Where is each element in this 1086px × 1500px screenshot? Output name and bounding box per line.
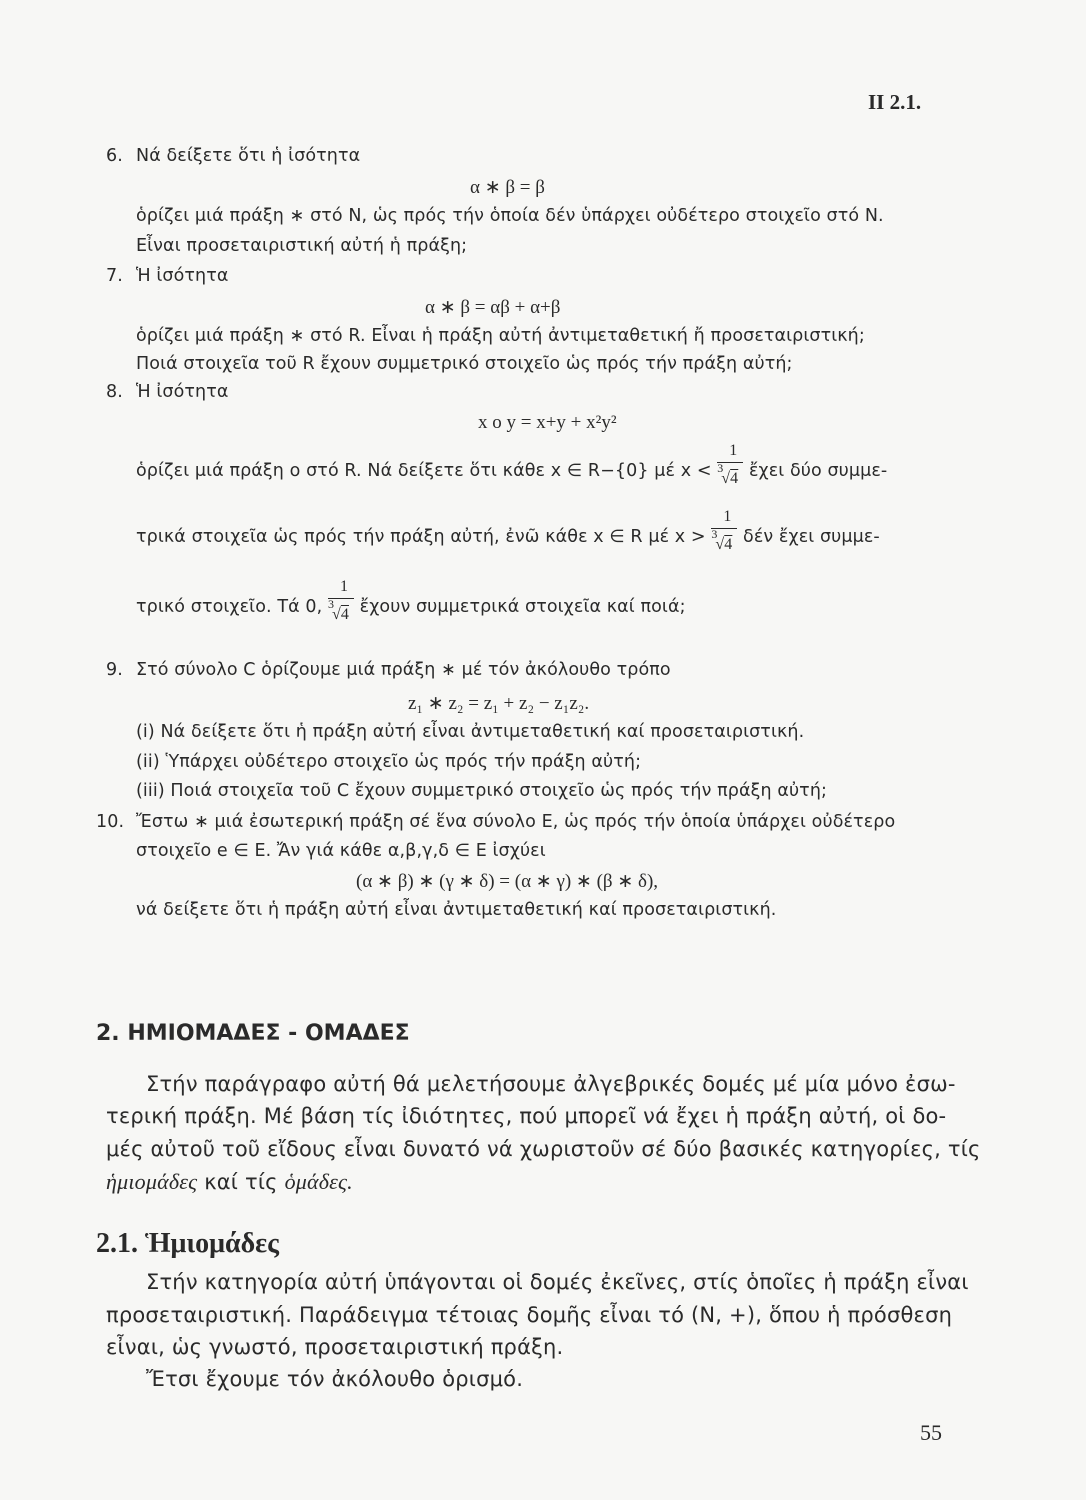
exercise-7-line-3: Ποιά στοιχεῖα τοῦ R ἔχουν συμμετρικό στοιχεῖο ὡς πρός τήν πράξη αὐτή; (136, 354, 793, 374)
fraction-one-over-cube-root-4-c (327, 578, 354, 623)
exercise-9-part-iii: (iii) Ποιά στοιχεῖα τοῦ C ἔχουν συμμετρικό στοιχεῖο ὡς πρός τήν πράξη αὐτή; (136, 781, 828, 801)
section-2-1-paragraph-line-4: Ἔτσι ἔχουμε τόν ἀκόλουθο ὁρισμό. (146, 1367, 524, 1391)
section-2-paragraph-line-4 (106, 1169, 353, 1195)
exercise-8-line-2 (136, 442, 888, 487)
exercise-8-line-3-end: δέν ἔχει συμμε- (743, 527, 880, 547)
exercise-8-number: 8. (106, 382, 123, 402)
fraction-one-over-cube-root-4 (717, 442, 743, 487)
section-2-paragraph-line-2: τερική πράξη. Μέ βάση τίς ἰδιότητες, πού μπορεῖ νά ἔχει ἡ πράξη αὐτή, οἱ δο- (106, 1104, 947, 1128)
exercise-8-line-4 (136, 578, 686, 623)
radicand: 4 (724, 536, 733, 553)
cube-root: √4 (331, 606, 349, 623)
exercise-10-line-1: Ἔστω ∗ μιά ἐσωτερική πράξη σέ ἕνα σύνολο E, ὡς πρός τήν ὁποία ὑπάρχει οὐδέτερο (136, 812, 896, 832)
section-reference: ΙΙ 2.1. (868, 90, 922, 114)
exercise-7-number: 7. (106, 266, 123, 286)
exercise-9-number: 9. (106, 660, 123, 680)
fraction-one-over-cube-root-4-b (711, 508, 737, 553)
exercise-6-formula: α ∗ β = β (470, 177, 545, 198)
exercise-8-line-4-text: τρικό στοιχεῖο. Τά 0, (136, 597, 323, 617)
exercise-8-formula: x o y = x+y + x²y² (478, 412, 617, 433)
exercise-8-line-3 (136, 508, 880, 553)
exercise-8-line-1: Ἡ ἰσότητα (136, 382, 229, 402)
cube-root: √4 (721, 470, 739, 487)
exercise-10-number: 10. (96, 812, 125, 832)
exercise-10-line-2: στοιχεῖο e ∈ E. Ἄν γιά κάθε α,β,γ,δ ∈ E ἰσχύει (136, 841, 546, 861)
root-index: 3 (711, 527, 718, 541)
exercise-9-formula: z₁ ∗ z₂ = z₁ + z₂ − z₁z₂. (408, 693, 590, 714)
exercise-9-part-ii: (ii) Ὑπάρχει οὐδέτερο στοιχεῖο ὡς πρός τήν πράξη αὐτή; (136, 752, 642, 772)
page-number: 55 (920, 1420, 942, 1445)
exercise-6-line-1: Νά δείξετε ὅτι ἡ ἰσότητα (136, 146, 361, 166)
section-2-1-heading: 2.1. Ἡμιομάδες (96, 1228, 279, 1259)
section-2-1-paragraph-line-1: Στήν κατηγορία αὐτή ὑπάγονται οἱ δομές ἐκεῖνες, στίς ὁποῖες ἡ πράξη εἶναι (146, 1270, 969, 1294)
exercise-8-line-3-text: τρικά στοιχεῖα ὡς πρός τήν πράξη αὐτή, ἐνῶ κάθε x ∈ R μέ x > (136, 527, 706, 547)
section-2-paragraph-line-3: μές αὐτοῦ τοῦ εἴδους εἶναι δυνατό νά χωριστοῦν σέ δύο βασικές κατηγορίες, τίς (106, 1137, 981, 1161)
exercise-6-number: 6. (106, 146, 123, 166)
term-groups: ὁμάδες. (284, 1169, 353, 1194)
root-index: 3 (327, 597, 335, 611)
conjunction-text: καί τίς (204, 1170, 278, 1194)
fraction-numerator: 1 (729, 442, 738, 459)
exercise-9-line-1: Στό σύνολο C ὁρίζουμε μιά πράξη ∗ μέ τόν ἀκόλουθο τρόπο (136, 660, 671, 680)
exercise-6-line-3: Εἶναι προσεταιριστική αὐτή ἡ πράξη; (136, 236, 468, 256)
exercise-7-formula: α ∗ β = αβ + α+β (425, 297, 561, 318)
section-2-1-paragraph-line-2: προσεταιριστική. Παράδειγμα τέτοιας δομῆς εἶναι τό (N, +), ὅπου ἡ πρόσθεση (106, 1303, 953, 1327)
section-2-paragraph-line-1: Στήν παράγραφο αὐτή θά μελετήσουμε ἀλγεβρικές δομές μέ μία μόνο ἐσω- (146, 1072, 956, 1096)
term-semigroups: ἡμιομάδες (106, 1169, 198, 1194)
exercise-8-line-2-end: ἔχει δύο συμμε- (748, 461, 888, 481)
radicand: 4 (730, 470, 739, 487)
section-2-1-paragraph-line-3: εἶναι, ὡς γνωστό, προσεταιριστική πράξη. (106, 1335, 564, 1359)
section-2-heading: 2. ΗΜΙΟΜΑΔΕΣ - ΟΜΑΔΕΣ (96, 1021, 410, 1046)
exercise-10-formula: (α ∗ β) ∗ (γ ∗ δ) = (α ∗ γ) ∗ (β ∗ δ), (356, 871, 659, 892)
fraction-numerator: 1 (723, 508, 732, 525)
exercise-9-part-i: (i) Νά δείξετε ὅτι ἡ πράξη αὐτή εἶναι ἀντιμεταθετική καί προσεταιριστική. (136, 722, 805, 742)
radicand: 4 (340, 606, 349, 623)
root-index: 3 (717, 461, 724, 475)
exercise-10-line-3: νά δείξετε ὅτι ἡ πράξη αὐτή εἶναι ἀντιμεταθετική καί προσεταιριστική. (136, 900, 777, 920)
exercise-7-line-1: Ἡ ἰσότητα (136, 266, 229, 286)
exercise-7-line-2: ὁρίζει μιά πράξη ∗ στό R. Εἶναι ἡ πράξη αὐτή ἀντιμεταθετική ἤ προσεταιριστική; (136, 326, 865, 346)
exercise-8-line-2-text: ὁρίζει μιά πράξη o στό R. Νά δείξετε ὅτι κάθε x ∈ R−{0} μέ x < (136, 461, 712, 481)
exercise-8-line-4-end: ἔχουν συμμετρικά στοιχεῖα καί ποιά; (359, 597, 686, 617)
fraction-numerator: 1 (339, 578, 349, 595)
exercise-6-line-2: ὁρίζει μιά πράξη ∗ στό N, ὡς πρός τήν ὁποία δέν ὑπάρχει οὐδέτερο στοιχεῖο στό N. (136, 206, 884, 226)
cube-root: √4 (715, 536, 733, 553)
